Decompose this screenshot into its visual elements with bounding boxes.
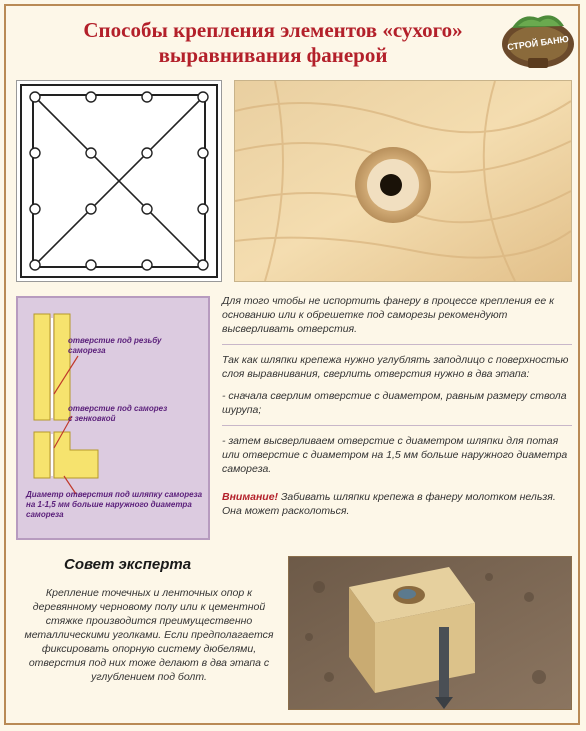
title-line-2: выравнивания фанерой [158, 43, 388, 67]
wood-block-photo [288, 556, 572, 710]
countersunk-hole-photo [234, 80, 572, 282]
divider [222, 344, 572, 345]
paragraph-two-stages: Так как шляпки крепежа нужно углублять заподлицо с поверхностью слоя выравнивания, сверлить отверстия нужно в два этапа: [222, 354, 569, 380]
fastening-scheme-drawing [17, 81, 221, 281]
wood-block-bolt-image [289, 557, 571, 709]
expert-advice-text: Крепление точечных и ленточных опор к деревянному черновому полу или к цементной стяжке производится преимущественно металлическими уголками. Если предполагается фиксировать опорную систему дюбелями, отверстия под них тоже делают в два этапа с углублением под болт. [24, 587, 274, 683]
plywood-hole-image [235, 81, 571, 281]
title-line-1: Способы крепления элементов «сухого» [83, 18, 463, 42]
step-two: - затем высверливаем отверстие с диаметром шляпки для потая или отверстие с диаметром на 1,5 мм больше наружного диаметра самореза. [222, 435, 568, 475]
label-head-diameter: Диаметр отверстия под шляпку самореза на 1-1,5 мм больше наружного диаметра самореза [26, 490, 203, 519]
label-countersink-hole: отверстие под саморез с зенковкой [68, 404, 168, 423]
divider [222, 425, 572, 426]
expert-advice-title: Совет эксперта [64, 556, 192, 573]
label-thread-hole: отверстие под резьбу самореза [68, 336, 162, 355]
logo [498, 8, 578, 72]
countersink-diagram [16, 296, 210, 540]
attention-text: Забивать шляпки крепежа в фанеру молотком нельзя. Она может расколоться. [222, 491, 556, 517]
step-one: - сначала сверлим отверстие с диаметром, равным размеру ствола шурупа; [222, 390, 567, 416]
attention-note [222, 490, 572, 518]
page-title [40, 18, 506, 68]
fastening-scheme [16, 80, 222, 282]
logo-text: СТРОЙ БАНЮ [506, 33, 570, 53]
attention-label: Внимание! [222, 491, 279, 503]
instructions-text [222, 294, 572, 518]
paragraph-intro: Для того чтобы не испортить фанеру в процессе крепления ее к основанию или к обрешетке под саморезы рекомендуют высверливать отверстия. [222, 295, 555, 335]
